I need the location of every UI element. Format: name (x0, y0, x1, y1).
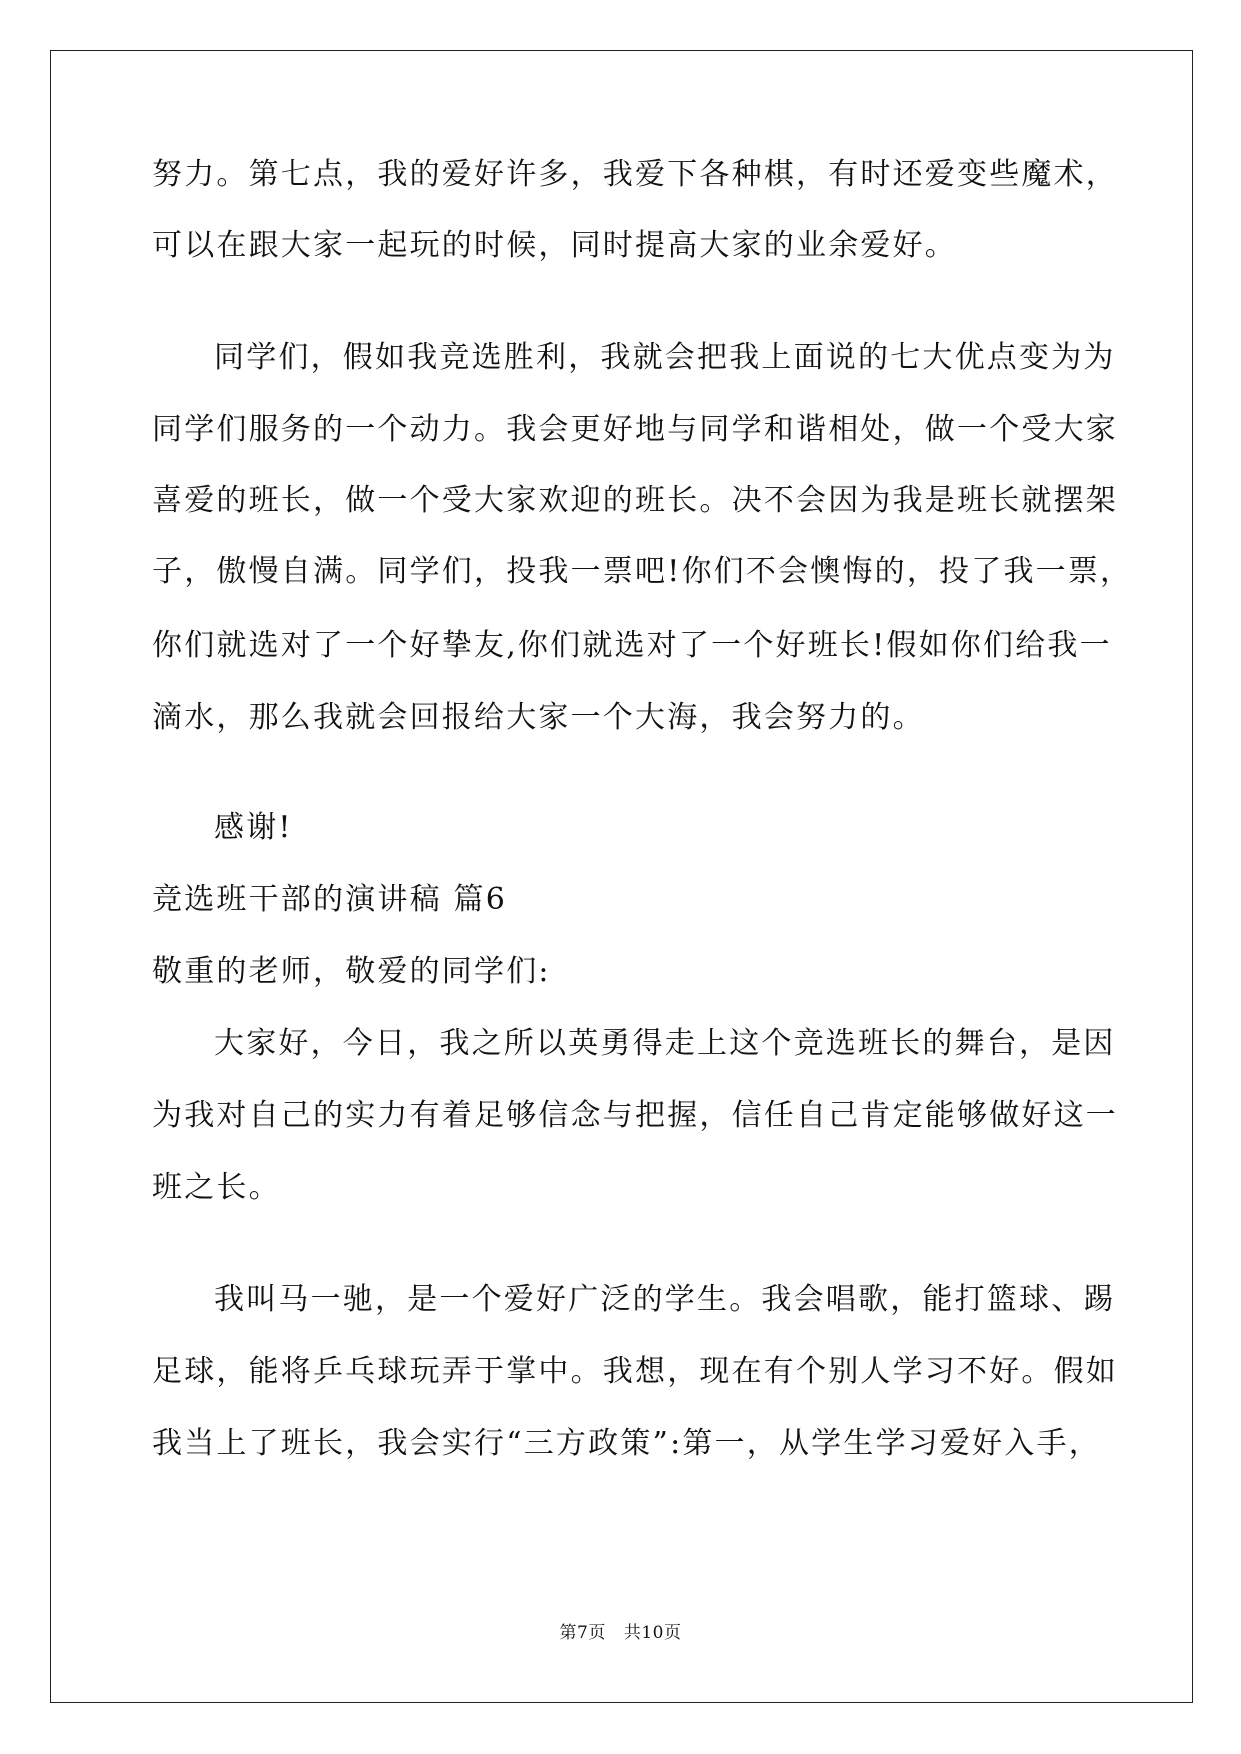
text-line: 你们就选对了一个好挚友,你们就选对了一个好班长!假如你们给我一 (152, 628, 1112, 663)
text-line: 为我对自己的实力有着足够信念与把握，信任自己肯定能够做好这一 (152, 1098, 1118, 1133)
text-line: 同学们服务的一个动力。我会更好地与同学和谐相处，做一个受大家 (152, 412, 1118, 447)
page-total: 共10页 (623, 1623, 682, 1643)
text-line: 子，傲慢自满。同学们，投我一票吧!你们不会懊悔的，投了我一票， (152, 554, 1133, 589)
text-line: 我当上了班长，我会实行“三方政策”:第一，从学生学习爱好入手， (152, 1426, 1101, 1461)
text-line: 努力。第七点，我的爱好许多，我爱下各种棋，有时还爱变些魔术， (152, 157, 1118, 192)
text-line: 感谢! (214, 810, 293, 845)
salutation: 敬重的老师，敬爱的同学们: (152, 954, 551, 989)
text-line: 我叫马一驰，是一个爱好广泛的学生。我会唱歌，能打篮球、踢 (214, 1282, 1116, 1317)
text-line: 可以在跟大家一起玩的时候，同时提高大家的业余爱好。 (152, 228, 957, 263)
text-line: 班之长。 (152, 1170, 281, 1205)
section-heading: 竞选班干部的演讲稿 篇6 (152, 882, 508, 917)
text-line: 足球，能将乒乓球玩弄于掌中。我想，现在有个别人学习不好。假如 (152, 1354, 1118, 1389)
text-line: 滴水，那么我就会回报给大家一个大海，我会努力的。 (152, 700, 925, 735)
page-footer (0, 1622, 1241, 1644)
page-number: 第7页 (559, 1623, 606, 1643)
text-line: 喜爱的班长，做一个受大家欢迎的班长。决不会因为我是班长就摆架 (152, 483, 1118, 518)
text-line: 大家好，今日，我之所以英勇得走上这个竞选班长的舞台，是因 (214, 1026, 1116, 1061)
text-line: 同学们，假如我竞选胜利，我就会把我上面说的七大优点变为为 (214, 340, 1116, 375)
